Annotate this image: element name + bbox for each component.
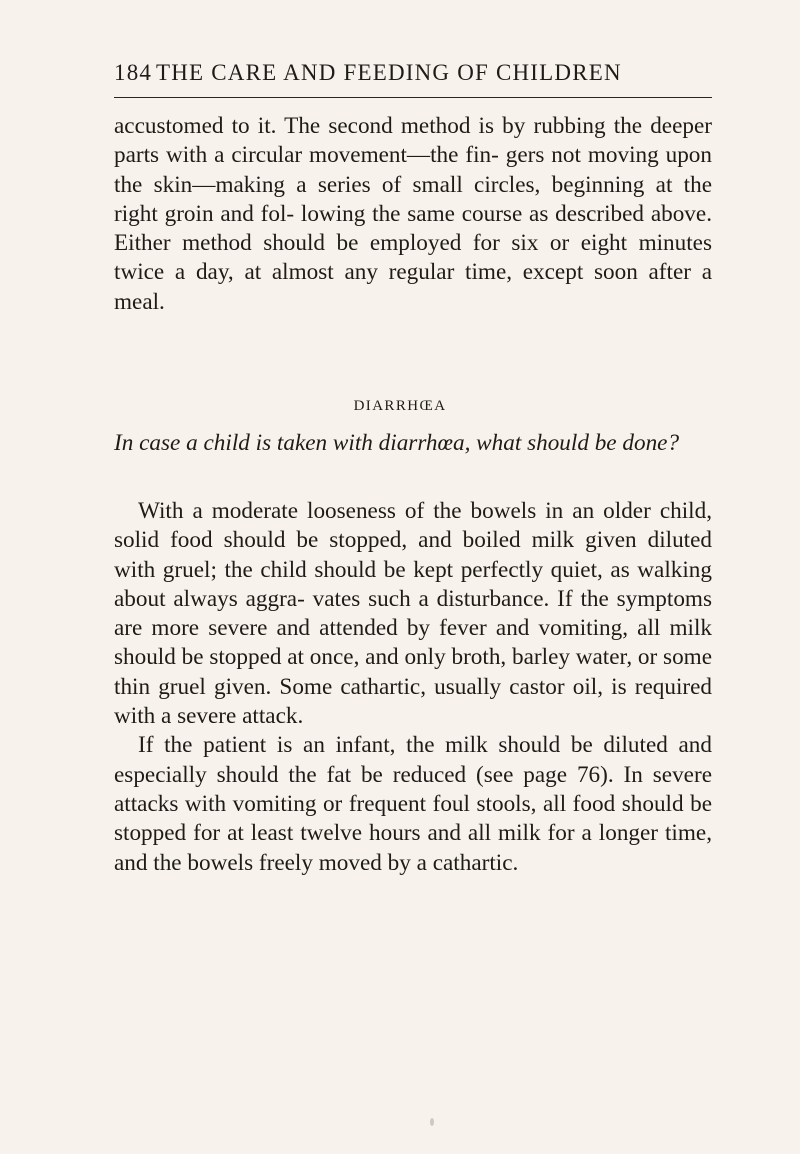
intro-text [114, 112, 712, 317]
question-text: In case a child is taken with diarrhœa, what should be done? [114, 430, 680, 456]
page-header [114, 60, 714, 90]
page-number: 184 [114, 60, 153, 85]
section-heading: DIARRHŒA [353, 398, 447, 414]
header-rule [114, 97, 712, 98]
paper-mark [430, 1118, 434, 1126]
intro-paragraph: accustomed to it. The second method is by rubbing the deeper parts with a circular movement—the fin- gers not moving upon the skin—making a series of small circles, beginning at the right groin and fol- lowing the same course as described above. Either method should be employed for six or eight minutes twice a day, at almost any regular time, except soon after a meal. [114, 113, 712, 315]
answer-paragraph-2: If the patient is an infant, the milk should be diluted and especially should the fat be reduced (see page 76). In severe attacks with vomiting or frequent foul stools, all food should be stopped for at least twelve hours and all milk for a longer time, and the bowels freely moved by a cathartic. [114, 732, 712, 876]
running-head: THE CARE AND FEEDING OF CHILDREN [156, 60, 622, 85]
answer-text [114, 497, 712, 878]
answer-paragraph-1: With a moderate looseness of the bowels in an older child, solid food should be stopped, and boiled milk given diluted with gruel; the child should be kept perfectly quiet, as walking about always aggra- vates such a disturbance. If the symptoms are more severe and attended by fever and vomiting, all milk should be stopped at once, and only broth, barley water, or some thin gruel given. Some cathartic, usually castor oil, is required with a severe attack. [114, 498, 712, 730]
